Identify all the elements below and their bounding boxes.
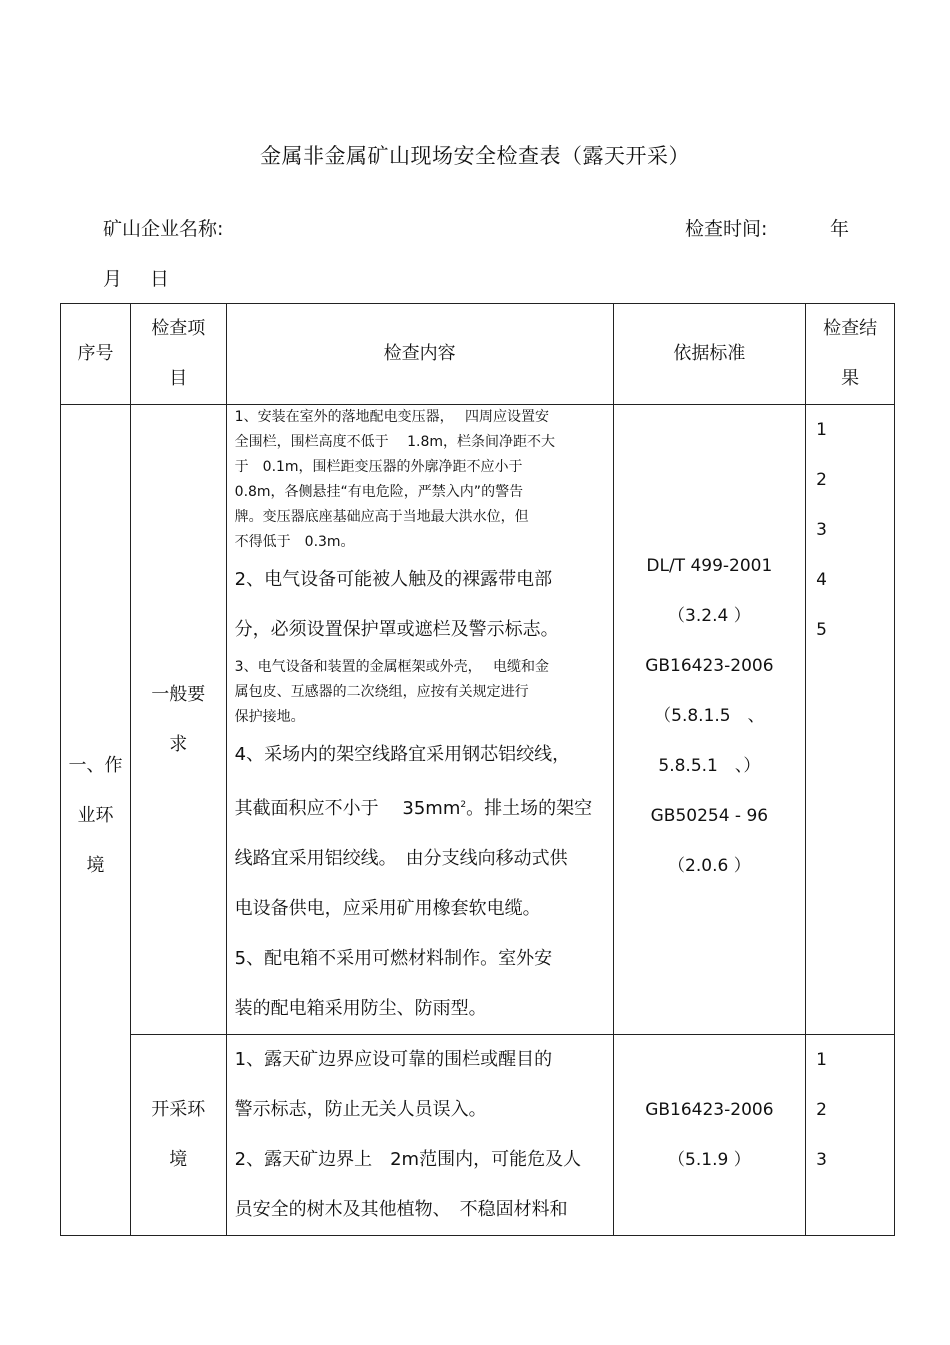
- content-item-5: [235, 934, 607, 1034]
- content-item-2: [235, 555, 607, 655]
- mining-environment-row: [61, 1035, 895, 1236]
- content-item-3-line: 属包皮、互感器的二次绕组，应按有关规定进行: [234, 684, 529, 700]
- month-label: 月: [103, 268, 123, 290]
- mining-content-line: 1、露天矿边界应设可靠的围栏或醒目的: [234, 1049, 553, 1070]
- item-mining-line2: 境: [169, 1149, 188, 1170]
- content-item-1-line: 0.8m，各侧悬挂“有电危险，严禁入内”的警告: [234, 484, 524, 500]
- content-item-4-line: 电设备供电，应采用矿用橡套软电缆。: [234, 898, 541, 919]
- item-mining-cell: [130, 1035, 226, 1236]
- general-result-cell: [806, 405, 895, 1035]
- header-standard: 依据标准: [613, 304, 806, 405]
- standard-line: （5.8.1.5 、: [654, 706, 765, 726]
- content-item-4-line: 线路宜采用铝绞线。 由分支线向移动式供: [234, 848, 568, 869]
- header-result-line1: 检查结: [823, 318, 878, 339]
- result-number: 1: [816, 1050, 827, 1070]
- superscript-2: 2: [460, 800, 467, 810]
- item-general-cell: [130, 405, 226, 1035]
- general-standard-cell: [613, 405, 806, 1035]
- content-item-1: [235, 405, 607, 555]
- company-name-label: 矿山企业名称:: [103, 218, 224, 240]
- mining-content-line: 2、露天矿边界上 2m范围内，可能危及人: [234, 1149, 582, 1170]
- section-seq-line2: 业环: [77, 805, 114, 826]
- area-text: 其截面积应不小于 35mm: [234, 798, 461, 819]
- inspection-table: [60, 303, 895, 1236]
- header-result: [806, 304, 895, 405]
- section-seq-line1: 一、作: [68, 755, 123, 776]
- header-seq: 序号: [61, 304, 131, 405]
- header-item: [130, 304, 226, 405]
- header-content: 检查内容: [226, 304, 613, 405]
- result-number: 3: [816, 520, 827, 540]
- day-label: 日: [150, 268, 170, 290]
- content-item-2-line: 分，必须设置保护罩或遮栏及警示标志。: [234, 619, 559, 640]
- standard-line: （5.1.9 ）: [668, 1150, 751, 1170]
- mining-result-cell: [806, 1035, 895, 1236]
- standard-line: GB50254 - 96: [650, 806, 769, 826]
- section-seq-line3: 境: [86, 855, 105, 876]
- mining-content-cell: [226, 1035, 613, 1236]
- standard-line: GB16423-2006: [645, 656, 774, 676]
- header-row: [61, 304, 895, 405]
- standard-line: （3.2.4 ）: [668, 606, 751, 626]
- item-general-line1: 一般要: [151, 683, 206, 705]
- standard-line: 5.8.5.1 、）: [658, 756, 761, 776]
- content-item-3: [235, 655, 607, 730]
- item-mining-line1: 开采环: [151, 1099, 206, 1120]
- content-item-4-line: [235, 780, 607, 834]
- content-item-1-line: 1、安装在室外的落地配电变压器， 四周应设置安: [234, 409, 550, 425]
- mining-standard-cell: [613, 1035, 806, 1236]
- header-result-line2: 果: [841, 368, 860, 389]
- content-item-1-line: 牌。变压器底座基础应高于当地最大洪水位，但: [234, 509, 529, 525]
- general-requirements-row: [61, 405, 895, 1035]
- content-item-2-line: 2、电气设备可能被人触及的裸露带电部: [234, 569, 553, 590]
- general-content-cell: [226, 405, 613, 1035]
- content-item-3-line: 保护接地。: [234, 709, 305, 725]
- mining-content-line: 员安全的树木及其他植物、 不稳固材料和: [234, 1199, 568, 1220]
- content-item-1-line: 全围栏，围栏高度不低于 1.8m，栏条间净距不大: [234, 434, 556, 450]
- inspection-time-label: 检查时间:: [685, 218, 768, 240]
- standard-line: GB16423-2006: [645, 1100, 774, 1120]
- standard-line: DL/T 499-2001: [646, 556, 773, 576]
- content-item-5-line: 5、配电箱不采用可燃材料制作。室外安: [234, 948, 553, 969]
- section-seq-cell: [61, 405, 131, 1236]
- header-item-line1: 检查项: [151, 318, 206, 339]
- result-number: 5: [816, 620, 827, 640]
- content-item-4-line: 4、采场内的架空线路宜采用钢芯铝绞线，: [234, 744, 571, 765]
- document-title: 金属非金属矿山现场安全检查表（露天开采）: [260, 144, 690, 168]
- content-item-5-line: 装的配电箱采用防尘、防雨型。: [234, 998, 487, 1019]
- result-number: 3: [816, 1150, 827, 1170]
- year-label: 年: [830, 218, 850, 240]
- item-general-line2: 求: [169, 733, 188, 755]
- content-item-1-line: 于 0.1m，围栏距变压器的外廓净距不应小于: [234, 459, 523, 475]
- result-number: 1: [816, 420, 827, 440]
- mining-content-line: 警示标志，防止无关人员误入。: [234, 1099, 487, 1120]
- result-number: 4: [816, 570, 827, 590]
- result-number: 2: [816, 1100, 827, 1120]
- standard-line: （2.0.6 ）: [668, 856, 751, 876]
- content-item-1-line: 不得低于 0.3m。: [234, 534, 355, 550]
- content-item-4: [235, 730, 607, 934]
- header-item-line2: 目: [169, 368, 188, 389]
- content-item-3-line: 3、电气设备和装置的金属框架或外壳， 电缆和金: [234, 659, 550, 675]
- result-number: 2: [816, 470, 827, 490]
- area-text-rest: 。排土场的架空: [466, 798, 593, 819]
